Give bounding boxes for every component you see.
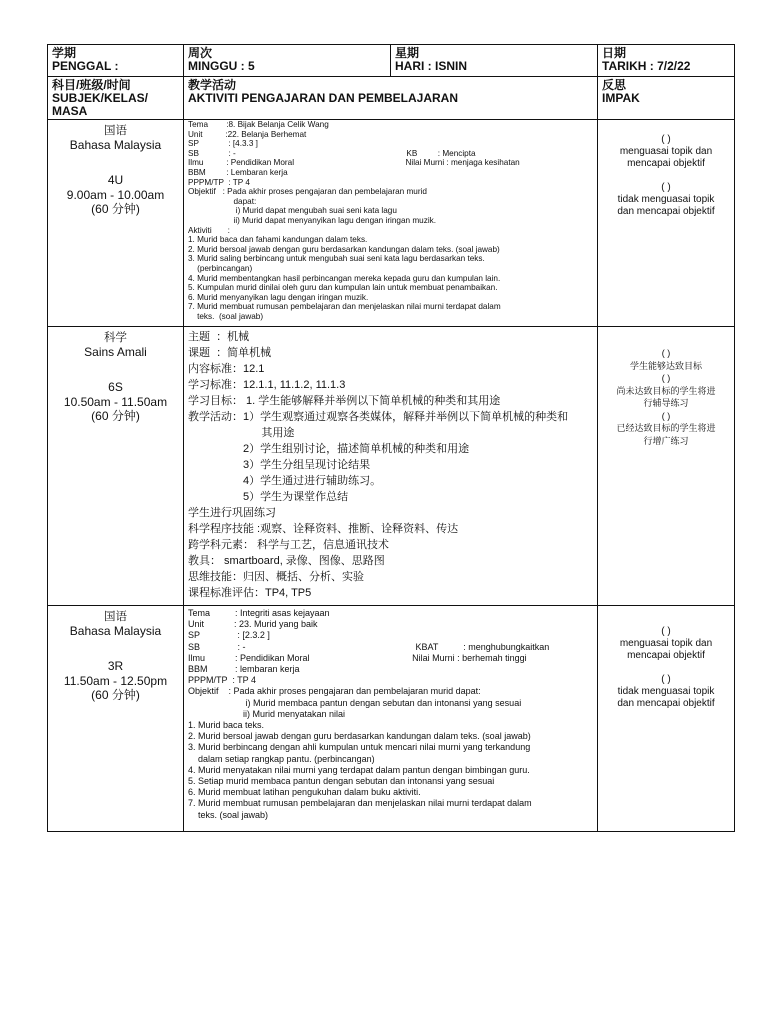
lesson-3-activity-line: 5. Setiap murid membaca pantun dengan sebutan dan intonansi yang sesuai	[188, 776, 495, 787]
lesson-1-subject-cell	[48, 120, 184, 327]
lesson-1-activity-line: Ilmu : Pendidikan Moral Nilai Murni : menjaga kesihatan	[188, 158, 520, 168]
lesson-1-impact-line: ( )	[661, 134, 671, 145]
lesson-1-activity-line: teks. (soal jawab)	[188, 311, 264, 321]
lesson-3-activity-line: PPPM/TP : TP 4	[188, 675, 257, 686]
header-day-cn: 星期	[395, 46, 420, 60]
lesson-3-impact-line: menguasai topik dan	[619, 638, 713, 649]
lesson-1-activity-cell	[184, 120, 598, 327]
lesson-3-activity-line: ii) Murid menyatakan nilai	[188, 708, 346, 719]
lesson-1-activity-line: 6. Murid menyanyikan lagu dengan iringan muzik.	[188, 292, 369, 302]
lesson-2-impact-line: 学生能够达致目标	[629, 360, 702, 371]
lesson-2-impact-line: ( )	[661, 373, 671, 383]
header-week-cn: 周次	[188, 46, 213, 60]
lesson-3-activity-line: teks. (soal jawab)	[188, 809, 269, 820]
lesson-2-impact-line: ( )	[661, 410, 671, 421]
lesson-3-impact-line: mencapai objektif	[627, 650, 705, 661]
lesson-3-time: 11.50am - 12.50pm	[63, 673, 168, 688]
lesson-2-impact-line: 已经达致目标的学生将进	[616, 423, 716, 433]
lesson-1-activity-line: (perbincangan)	[188, 263, 253, 273]
lesson-2-activity-line: 主题 ：机械	[188, 331, 250, 343]
lesson-2-activity-line: 跨学科元素： 科学与工艺，信息通讯技术	[188, 539, 390, 551]
lesson-2-activity-line: 思维技能：归因、概括、分析、实验	[188, 571, 364, 583]
lesson-3-activity-line: dalam setiap rangkap pantu. (perbincangan)	[188, 753, 375, 764]
lesson-1-subject-cn: 国语	[104, 123, 127, 137]
lesson-2-subject: Sains Amali	[84, 344, 147, 359]
lesson-2-activity-line: 内容标准：12.1	[188, 363, 265, 375]
lesson-2-impact-cell	[598, 327, 735, 606]
lesson-1-activity-line: 3. Murid saling berbincang untuk mengubah suai seni kata lagu berdasarkan teks.	[188, 254, 485, 264]
header-date	[598, 45, 735, 77]
lesson-1-activity-line: PPPM/TP : TP 4	[188, 177, 250, 187]
lesson-3-activity-line: 4. Murid menyatakan nilai murni yang terdapat dalam pantun dengan bimbingan guru.	[188, 764, 530, 775]
lesson-row-2	[48, 327, 735, 606]
header-week-label: MINGGU : 5	[188, 59, 255, 73]
lesson-3-activity-line: Tema : Integriti asas kejayaan	[188, 608, 330, 618]
lesson-2-activity-line: 课题 ：简单机械	[188, 347, 272, 359]
lesson-3-activity-line: 3. Murid berbincang dengan ahli kumpulan untuk mencari nilai murni yang terkandung	[188, 742, 531, 753]
lesson-3-class: 3R	[107, 659, 124, 673]
header-activity-col	[184, 77, 598, 120]
header-date-label: TARIKH : 7/2/22	[602, 59, 691, 73]
lesson-3-impact-line: tidak menguasai topik	[617, 686, 715, 697]
lesson-2-activity-line: 其用途	[188, 427, 295, 439]
header-term	[48, 45, 184, 77]
lesson-1-activity-line: Aktiviti :	[188, 225, 230, 235]
lesson-row-1	[48, 120, 735, 327]
lesson-2-activity-line: 4）学生通过进行辅助练习。	[188, 475, 382, 487]
lesson-2-subject-cell	[48, 327, 184, 606]
lesson-1-impact-line: tidak menguasai topik	[617, 194, 715, 205]
lesson-3-activity-line: SB : - KBAT : menghubungkaitkan	[188, 641, 550, 652]
lesson-row-3	[48, 606, 735, 832]
lesson-1-impact-line	[602, 170, 730, 182]
lesson-1-duration: (60 分钟)	[91, 202, 140, 216]
lesson-3-subject-cell	[48, 606, 184, 832]
lesson-1-activity-line: 4. Murid membentangkan hasil perbincangan mereka kepada guru dan kumpulan lain.	[188, 273, 501, 283]
header-term-cn: 学期	[52, 46, 77, 60]
header-impact-col	[598, 77, 735, 120]
lesson-1-impact-cell	[598, 120, 735, 327]
header-impact-cn: 反思	[602, 78, 627, 92]
lesson-1-activity-line: 7. Murid membuat rumusan pembelajaran dan menjelaskan nilai murni terdapat dalam	[188, 302, 501, 312]
lesson-3-activity-line: Unit : 23. Murid yang baik	[188, 619, 318, 630]
lesson-3-impact-line: ( )	[661, 674, 671, 685]
lesson-1-time: 9.00am - 10.00am	[66, 187, 165, 202]
lesson-2-activity-line: 5）学生为课堂作总结	[188, 491, 349, 503]
lesson-1-impact-line: ( )	[661, 182, 671, 193]
lesson-3-activity-line: Ilmu : Pendidikan Moral Nilai Murni : berhemah tinggi	[188, 652, 527, 663]
lesson-2-duration: (60 分钟)	[91, 409, 140, 423]
header-week	[184, 45, 391, 77]
lesson-2-impact-line: 尚未达致目标的学生将进	[616, 385, 716, 396]
lesson-1-activity-line: dapat:	[188, 196, 257, 206]
lesson-1-subject: Bahasa Malaysia	[69, 137, 162, 152]
lesson-2-class: 6S	[108, 380, 123, 394]
lesson-2-activity-line: 教学活动：1）学生观察通过观察各类媒体，解释并举例以下简单机械的种类和	[188, 411, 569, 423]
lesson-3-activity-line: Objektif : Pada akhir proses pengajaran dan pembelajaran murid dapat:	[188, 686, 481, 697]
lesson-1-activity-line: Tema :8. Bijak Belanja Celik Wang	[188, 120, 329, 129]
lesson-2-subject-cn: 科学	[104, 330, 127, 344]
lesson-1-class: 4U	[107, 173, 124, 187]
lesson-plan-table	[47, 44, 735, 832]
header-term-label: PENGGAL :	[52, 59, 119, 73]
header-subject-label2: MASA	[52, 104, 88, 118]
lesson-1-activity-line: 1. Murid baca dan fahami kandungan dalam teks.	[188, 235, 368, 245]
lesson-1-activity-line: SP : [4.3.3 ]	[188, 139, 258, 149]
lesson-3-activity-line: 2. Murid bersoal jawab dengan guru berdasarkan kandungan dalam teks. (soal jawab)	[188, 731, 531, 742]
header-row-1	[48, 45, 735, 77]
lesson-3-activity-line: i) Murid membaca pantun dengan sebutan dan intonansi yang sesuai	[188, 697, 522, 708]
lesson-3-impact-line: ( )	[661, 626, 671, 637]
lesson-2-activity-cell	[184, 327, 598, 606]
header-day	[391, 45, 598, 77]
lesson-3-subject-cn: 国语	[104, 609, 127, 623]
lesson-1-activity-line: Unit :22. Belanja Berhemat	[188, 129, 307, 139]
header-impact-label: IMPAK	[602, 91, 640, 105]
header-activity-label: AKTIVITI PENGAJARAN DAN PEMBELAJARAN	[188, 91, 459, 105]
lesson-1-activity-line: BBM : Lembaran kerja	[188, 167, 288, 177]
header-activity-cn: 教学活动	[188, 78, 237, 92]
lesson-1-activity-line: Objektif : Pada akhir proses pengajaran dan pembelajaran murid	[188, 187, 427, 197]
lesson-2-activity-line: 3）学生分组呈现讨论结果	[188, 459, 371, 471]
lesson-3-subject: Bahasa Malaysia	[69, 623, 162, 638]
lesson-2-impact-line: ( )	[661, 348, 671, 358]
lesson-3-activity-line: 7. Murid membuat rumusan pembelajaran dan menjelaskan nilai murni terdapat dalam	[188, 798, 532, 809]
lesson-2-activity-line: 科学程序技能 :观察、诠释资料、推断、诠释资料、传达	[188, 523, 459, 535]
lesson-1-activity-line: ii) Murid dapat menyanyikan lagu dengan iringan muzik.	[188, 215, 437, 225]
header-subject-col	[48, 77, 184, 120]
lesson-3-impact-line	[602, 662, 730, 674]
lesson-1-activity-line: i) Murid dapat mengubah suai seni kata lagu	[188, 206, 397, 216]
lesson-1-activity-line: 2. Murid bersoal jawab dengan guru berdasarkan kandungan dalam teks. (soal jawab)	[188, 244, 500, 254]
lesson-2-activity-line: 学习标准：12.1.1, 11.1.2, 11.1.3	[188, 379, 346, 391]
header-row-2	[48, 77, 735, 120]
header-subject-cn: 科目/班级/时间	[52, 78, 131, 92]
lesson-3-duration: (60 分钟)	[91, 688, 140, 702]
header-subject-label1: SUBJEK/KELAS/	[52, 91, 149, 105]
lesson-2-activity-line: 2）学生组别讨论，描述简单机械的种类和用途	[188, 443, 470, 455]
lesson-3-activity-line: 1. Murid baca teks.	[188, 720, 265, 731]
lesson-2-impact-line: 行辅导练习	[643, 398, 689, 408]
lesson-2-activity-line: 学习目标： 1. 学生能够解释并举例以下简单机械的种类和其用途	[188, 395, 501, 407]
lesson-2-activity-line: 课程标准评估：TP4, TP5	[188, 587, 312, 599]
lesson-2-time: 10.50am - 11.50am	[63, 394, 168, 409]
lesson-1-impact-line: mencapai objektif	[627, 158, 705, 169]
header-date-cn: 日期	[602, 46, 627, 60]
lesson-3-activity-line: BBM : lembaran kerja	[188, 664, 300, 675]
lesson-2-activity-line: 教具： smartboard, 录像、图像、思路图	[188, 555, 385, 567]
lesson-3-impact-cell	[598, 606, 735, 832]
lesson-1-activity-line: SB : - KB : Mencipta	[188, 148, 476, 158]
lesson-3-impact-line: dan mencapai objektif	[617, 698, 715, 709]
lesson-1-activity-line: 5. Kumpulan murid dinilai oleh guru dan kumpulan lain untuk membuat penambaikan.	[188, 283, 498, 293]
lesson-1-impact-line: dan mencapai objektif	[617, 206, 715, 217]
lesson-2-activity-line: 学生进行巩固练习	[188, 507, 276, 519]
lesson-2-impact-line: 行增广练习	[643, 435, 689, 446]
lesson-1-impact-line: menguasai topik dan	[619, 146, 713, 157]
lesson-3-activity-line: 6. Murid membuat latihan pengukuhan dalam buku aktiviti.	[188, 787, 421, 798]
lesson-3-activity-line: SP : [2.3.2 ]	[188, 630, 270, 641]
header-day-label: HARI : ISNIN	[395, 59, 467, 73]
lesson-3-activity-cell	[184, 606, 598, 832]
